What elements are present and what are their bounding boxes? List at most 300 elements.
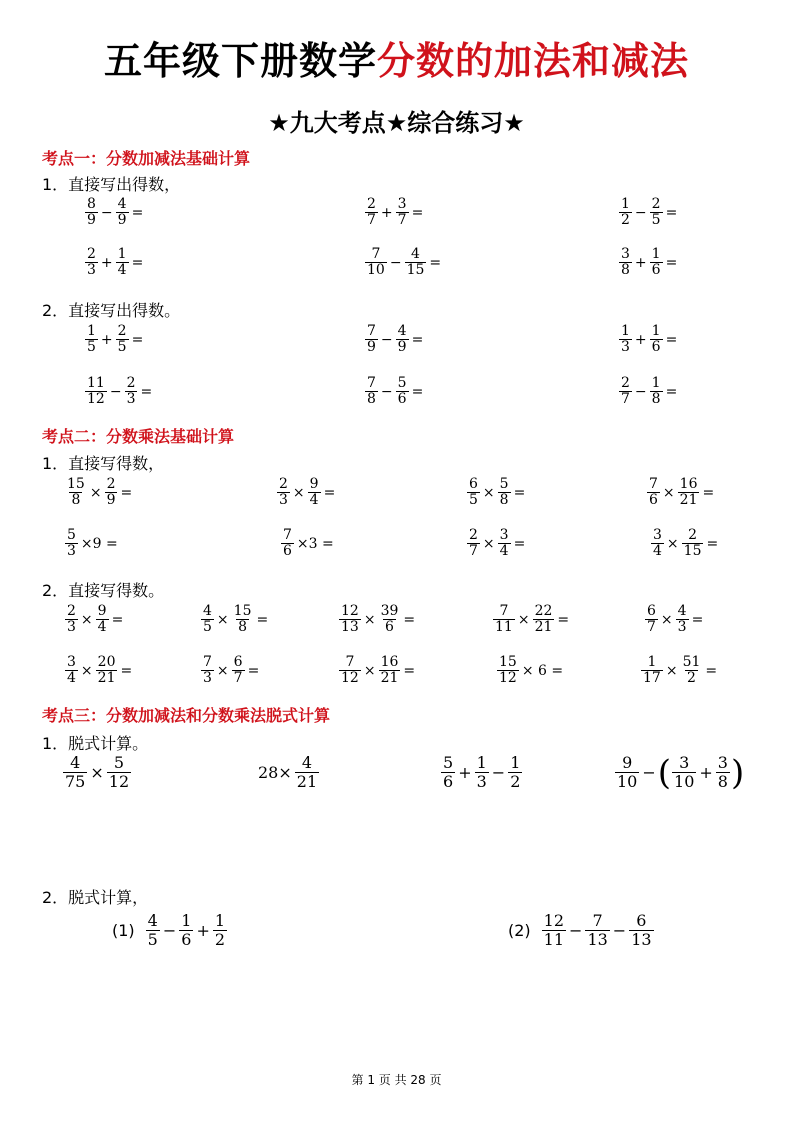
exercise-b-7 — [466, 528, 527, 559]
operator: × — [482, 484, 495, 501]
fraction — [542, 912, 566, 949]
fraction — [651, 528, 664, 559]
denominator: 3 — [621, 339, 630, 355]
operator: + — [458, 763, 472, 782]
numerator: 5 — [113, 753, 125, 772]
numerator: 1 — [181, 911, 192, 930]
fraction — [533, 604, 555, 635]
operator: = — [665, 383, 678, 400]
fraction — [396, 197, 409, 228]
fraction — [365, 247, 387, 278]
exercise-b-18 — [640, 655, 719, 686]
numerator: 1 — [87, 323, 96, 339]
operator: + — [100, 254, 113, 271]
page-footer: 第 1 页 共 28 页 — [351, 1073, 442, 1087]
operator: × — [80, 662, 93, 679]
operator: = — [120, 484, 133, 501]
fraction — [467, 528, 480, 559]
denominator: 8 — [238, 619, 248, 635]
fraction — [650, 247, 663, 278]
exercise-b-14 — [64, 655, 134, 686]
numerator: 2 — [126, 375, 136, 391]
numerator: 4 — [301, 753, 313, 772]
numerator: 1 — [647, 654, 657, 670]
operator: = — [702, 484, 715, 501]
operator: + — [634, 331, 647, 348]
operator: = — [513, 484, 526, 501]
denominator: 13 — [631, 930, 652, 949]
fraction — [396, 324, 409, 355]
exercise-b-12 — [492, 604, 571, 635]
denominator: 2 — [687, 670, 696, 686]
operator: − — [380, 383, 393, 400]
denominator: 2 — [214, 930, 226, 949]
fraction — [650, 324, 663, 355]
operator: − — [109, 383, 122, 400]
exercise-d-2 — [508, 912, 655, 949]
denominator: 6 — [181, 930, 192, 949]
operator: × — [216, 611, 229, 628]
numerator: 7 — [649, 476, 658, 492]
numerator: 51 — [682, 654, 701, 670]
denominator: 8 — [499, 492, 509, 508]
operator: − — [569, 921, 583, 940]
exercise-a-5 — [364, 247, 443, 278]
denominator: 15 — [683, 543, 702, 559]
operator: ×3 = — [296, 535, 334, 552]
fraction — [281, 528, 294, 559]
denominator: 5 — [651, 212, 661, 228]
denominator: 2 — [621, 212, 630, 228]
exercise-a-11 — [364, 376, 425, 407]
numerator: 7 — [203, 654, 212, 670]
exercise-a-3 — [618, 197, 679, 228]
numerator: 4 — [117, 196, 127, 212]
numerator: 2 — [117, 323, 127, 339]
fraction — [497, 655, 519, 686]
exercise-a-6 — [618, 247, 679, 278]
fraction — [615, 754, 639, 791]
numerator: 9 — [309, 476, 319, 492]
exercise-b-4 — [646, 477, 716, 508]
fraction — [179, 912, 193, 949]
fraction — [365, 324, 378, 355]
numerator: 20 — [97, 654, 116, 670]
operator: = — [429, 254, 442, 271]
operator: = — [411, 204, 424, 221]
page-subtitle: ★九大考点★综合练习★ — [268, 109, 525, 137]
fraction — [619, 324, 632, 355]
fraction — [441, 754, 455, 791]
operator: = — [256, 611, 269, 628]
exercise-d-1 — [112, 912, 228, 949]
denominator: 9 — [106, 492, 116, 508]
numerator: 1 — [214, 911, 226, 930]
fraction — [116, 247, 129, 278]
fraction — [85, 247, 98, 278]
denominator: 5 — [203, 619, 212, 635]
denominator: 5 — [117, 339, 127, 355]
exercise-b-1 — [64, 477, 134, 508]
denominator: 3 — [279, 492, 288, 508]
denominator: 6 — [385, 619, 394, 635]
section-1-title: 考点一：分数加减法基础计算 — [42, 149, 251, 168]
operator: × — [363, 662, 376, 679]
numerator: 39 — [380, 603, 399, 619]
numerator: 16 — [679, 476, 698, 492]
denominator: 6 — [283, 543, 292, 559]
denominator: 5 — [469, 492, 478, 508]
section-3-question-2: 2．脱式计算， — [42, 888, 149, 907]
fraction — [65, 655, 78, 686]
denominator: 4 — [67, 670, 76, 686]
numerator: 7 — [367, 323, 376, 339]
denominator: 8 — [621, 262, 630, 278]
fraction — [65, 528, 78, 559]
numerator: 2 — [651, 196, 661, 212]
denominator: 3 — [67, 543, 76, 559]
fraction — [116, 197, 129, 228]
denominator: 11 — [543, 930, 565, 949]
numerator: 6 — [647, 603, 656, 619]
denominator: 10 — [617, 772, 638, 791]
denominator: 2 — [510, 772, 521, 791]
exercise-b-6 — [280, 528, 336, 559]
numerator: 4 — [70, 753, 81, 772]
denominator: 7 — [621, 391, 630, 407]
denominator: 8 — [71, 492, 81, 508]
exercise-b-3 — [466, 477, 527, 508]
denominator: 15 — [406, 262, 425, 278]
exercise-b-5 — [64, 528, 120, 559]
denominator: 7 — [397, 212, 407, 228]
operator: − — [634, 383, 647, 400]
fraction — [645, 604, 658, 635]
exercise-a-7 — [84, 324, 145, 355]
numerator: 3 — [499, 527, 509, 543]
fraction — [295, 754, 319, 791]
fraction — [379, 655, 401, 686]
exercise-a-4 — [84, 247, 145, 278]
operator: × — [292, 484, 305, 501]
operator: = — [691, 611, 704, 628]
numerator: 2 — [106, 476, 116, 492]
fraction — [682, 528, 704, 559]
numerator: 4 — [147, 911, 158, 930]
operator: = — [705, 662, 718, 679]
exercise-c-3 — [440, 754, 523, 791]
operator: × — [363, 611, 376, 628]
fraction — [146, 912, 160, 949]
numerator: 1 — [476, 753, 487, 772]
denominator: 11 — [495, 619, 513, 635]
numerator: 8 — [87, 196, 96, 212]
exercise-label: (1) — [112, 921, 135, 940]
fraction — [641, 655, 663, 686]
operator: = — [411, 331, 424, 348]
denominator: 8 — [367, 391, 376, 407]
fraction — [396, 376, 409, 407]
section-3-title: 考点三：分数加减法和分数乘法脱式计算 — [42, 706, 331, 725]
numerator: 3 — [621, 246, 630, 262]
operator: = — [403, 662, 416, 679]
denominator: 21 — [380, 670, 399, 686]
fraction — [232, 655, 245, 686]
numerator: 1 — [621, 323, 630, 339]
exercise-label: (2) — [508, 921, 531, 940]
denominator: 6 — [651, 339, 661, 355]
operator: = — [131, 331, 144, 348]
numerator: 5 — [67, 527, 76, 543]
numerator: 1 — [621, 196, 630, 212]
fraction — [716, 754, 730, 791]
operator: × — [517, 611, 530, 628]
fraction — [107, 754, 131, 791]
numerator: 7 — [345, 654, 355, 670]
numerator: 5 — [443, 753, 454, 772]
operator: − — [389, 254, 402, 271]
numerator: 2 — [67, 603, 76, 619]
denominator: 21 — [97, 670, 116, 686]
fraction — [65, 477, 87, 508]
operator: × — [660, 611, 673, 628]
fraction — [498, 528, 511, 559]
exercise-c-1 — [62, 754, 132, 791]
numerator: 15 — [67, 476, 85, 492]
numerator: 11 — [87, 375, 105, 391]
numerator: 15 — [233, 603, 252, 619]
numerator: 7 — [592, 911, 603, 930]
denominator: 8 — [651, 391, 661, 407]
numerator: 7 — [367, 375, 376, 391]
fraction — [681, 655, 703, 686]
numerator: 1 — [510, 753, 521, 772]
operator: × — [665, 662, 678, 679]
section-2-title: 考点二：分数乘法基础计算 — [42, 427, 235, 446]
fraction — [619, 376, 632, 407]
fraction — [475, 754, 489, 791]
numerator: 2 — [87, 246, 96, 262]
operator: × — [89, 484, 102, 501]
fraction — [213, 912, 227, 949]
denominator: 5 — [147, 930, 158, 949]
denominator: 3 — [476, 772, 487, 791]
fraction — [96, 655, 118, 686]
parenthesis: ( — [657, 752, 672, 793]
exercise-b-17 — [496, 655, 565, 686]
denominator: 10 — [367, 262, 385, 278]
numerator: 9 — [97, 603, 107, 619]
exercise-c-4 — [614, 754, 744, 791]
fraction — [619, 197, 632, 228]
denominator: 9 — [367, 339, 376, 355]
exercise-a-9 — [618, 324, 679, 355]
fraction — [405, 247, 427, 278]
numerator: 6 — [233, 654, 243, 670]
denominator: 5 — [87, 339, 96, 355]
denominator: 6 — [397, 391, 407, 407]
exercise-a-1 — [84, 197, 145, 228]
denominator: 12 — [108, 772, 130, 791]
denominator: 3 — [87, 262, 96, 278]
operator: = — [131, 254, 144, 271]
title-black-part: 五年级下册数学 — [103, 39, 377, 83]
fraction — [379, 604, 401, 635]
operator: − — [612, 921, 627, 940]
denominator: 6 — [651, 262, 661, 278]
numerator: 5 — [499, 476, 509, 492]
fraction — [201, 655, 214, 686]
fraction — [339, 655, 361, 686]
section-1-question-2: 2．直接写出得数。 — [42, 301, 181, 320]
exercise-b-15 — [200, 655, 261, 686]
fraction — [85, 324, 98, 355]
operator: + — [380, 204, 393, 221]
fraction — [619, 247, 632, 278]
fraction — [96, 604, 109, 635]
denominator: 3 — [203, 670, 212, 686]
denominator: 6 — [649, 492, 658, 508]
denominator: 4 — [97, 619, 107, 635]
operator: = — [513, 535, 526, 552]
numerator: 6 — [469, 476, 478, 492]
exercise-b-10 — [200, 604, 270, 635]
denominator: 7 — [469, 543, 478, 559]
fraction — [647, 477, 660, 508]
exercise-b-13 — [644, 604, 705, 635]
section-2-question-2: 2．直接写得数。 — [42, 581, 165, 600]
operator: 28× — [258, 763, 292, 782]
numerator: 22 — [534, 603, 553, 619]
denominator: 17 — [643, 670, 661, 686]
numerator: 1 — [651, 323, 661, 339]
fraction — [678, 477, 700, 508]
numerator: 2 — [469, 527, 478, 543]
denominator: 7 — [233, 670, 243, 686]
operator: × — [90, 763, 104, 782]
numerator: 3 — [717, 753, 728, 772]
denominator: 9 — [87, 212, 96, 228]
operator: = — [403, 611, 416, 628]
title-red-part: 分数的加法和减法 — [377, 39, 690, 83]
fraction — [232, 604, 254, 635]
fraction — [676, 604, 689, 635]
fraction — [629, 912, 653, 949]
operator: + — [699, 763, 713, 782]
operator: × — [662, 484, 675, 501]
exercise-b-11 — [338, 604, 417, 635]
numerator: 2 — [688, 527, 698, 543]
denominator: 12 — [87, 391, 105, 407]
numerator: 6 — [636, 911, 647, 930]
operator: × — [482, 535, 495, 552]
fraction — [508, 754, 522, 791]
operator: = — [140, 383, 153, 400]
fraction — [125, 376, 138, 407]
denominator: 21 — [534, 619, 553, 635]
numerator: 12 — [543, 911, 565, 930]
exercise-b-2 — [276, 477, 337, 508]
numerator: 12 — [341, 603, 359, 619]
numerator: 9 — [622, 753, 633, 772]
fraction — [365, 197, 378, 228]
fraction — [650, 376, 663, 407]
numerator: 1 — [651, 246, 661, 262]
operator: = — [557, 611, 570, 628]
operator: = — [665, 204, 678, 221]
denominator: 75 — [65, 772, 86, 791]
numerator: 7 — [371, 246, 381, 262]
fraction — [85, 376, 107, 407]
denominator: 9 — [397, 339, 407, 355]
exercise-b-9 — [64, 604, 125, 635]
section-1-question-1: 1．直接写出得数， — [42, 175, 181, 194]
numerator: 7 — [499, 603, 509, 619]
denominator: 4 — [117, 262, 127, 278]
operator: − — [162, 921, 177, 940]
denominator: 13 — [587, 930, 608, 949]
operator: × — [666, 535, 679, 552]
fraction — [85, 197, 98, 228]
operator: ×9 = — [80, 535, 118, 552]
exercise-a-10 — [84, 376, 154, 407]
denominator: 3 — [677, 619, 687, 635]
operator: = — [111, 611, 124, 628]
fraction — [201, 604, 214, 635]
operator: = — [131, 204, 144, 221]
fraction — [277, 477, 290, 508]
fraction — [308, 477, 321, 508]
denominator: 12 — [499, 670, 517, 686]
exercise-a-8 — [364, 324, 425, 355]
fraction — [672, 754, 696, 791]
exercise-a-2 — [364, 197, 425, 228]
denominator: 12 — [341, 670, 359, 686]
denominator: 21 — [296, 772, 318, 791]
numerator: 4 — [203, 603, 212, 619]
operator: = — [323, 484, 336, 501]
operator: = — [665, 331, 678, 348]
numerator: 4 — [411, 246, 420, 262]
numerator: 3 — [653, 527, 662, 543]
operator: × — [80, 611, 93, 628]
denominator: 3 — [67, 619, 76, 635]
section-3-question-1: 1．脱式计算。 — [42, 734, 149, 753]
numerator: 15 — [499, 654, 517, 670]
numerator: 2 — [279, 476, 288, 492]
exercise-b-16 — [338, 655, 417, 686]
exercise-b-8 — [650, 528, 720, 559]
numerator: 4 — [677, 603, 687, 619]
fraction — [65, 604, 78, 635]
denominator: 4 — [653, 543, 662, 559]
numerator: 16 — [380, 654, 399, 670]
numerator: 5 — [397, 375, 407, 391]
operator: = — [247, 662, 260, 679]
parenthesis: ) — [730, 752, 745, 793]
operator: − — [100, 204, 113, 221]
fraction — [339, 604, 361, 635]
operator: = — [411, 383, 424, 400]
denominator: 9 — [117, 212, 127, 228]
fraction — [493, 604, 515, 635]
numerator: 3 — [67, 654, 76, 670]
numerator: 2 — [367, 196, 376, 212]
denominator: 4 — [309, 492, 319, 508]
numerator: 3 — [397, 196, 407, 212]
operator: = — [706, 535, 719, 552]
denominator: 8 — [717, 772, 728, 791]
